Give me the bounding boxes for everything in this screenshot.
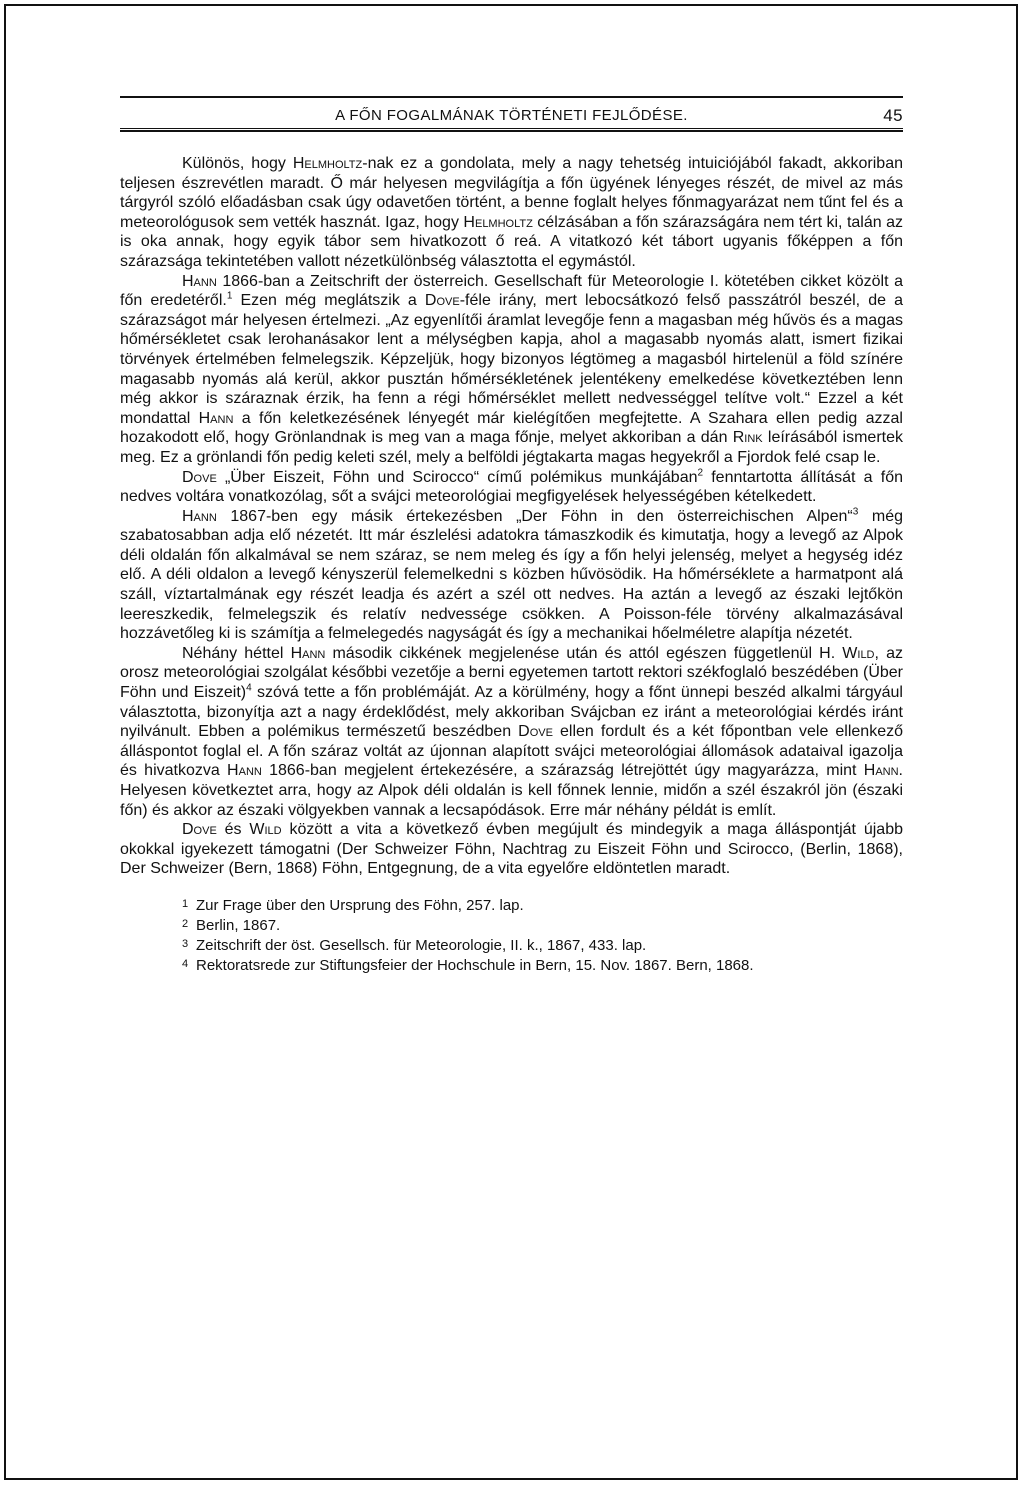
footnote-mark: 1	[182, 897, 189, 910]
footnote-text: Berlin, 1867.	[196, 916, 281, 934]
footnote-text: Zur Frage über den Ursprung des Föhn, 257. lap.	[196, 896, 524, 914]
text-run: Különös, hogy	[182, 155, 293, 172]
author-name: Dove	[182, 468, 217, 486]
text-run: Ezen még meglátszik a	[232, 292, 425, 310]
footnote-text: Zeitschrift der öst. Gesellsch. für Meteorologie, II. k., 1867, 433. lap.	[196, 936, 647, 954]
text-run: -féle irány, mert lebocsátkozó felső passzátról beszél, de a szárazságot már helyesen értelmezi. „Az egyenlítői áramlat levegője fenn a magasban még hűvös és a magas hőmérsékletet csak lerohanásakor lent a mélységben kapja, ahol a magasabb nyomás alatt, ismert fizikai törvények értelmében felmelegszik. Képzeljük, hogy bizonyos légtömeg a magasból hirtelenül a föld színére magasabb nyomás alá kerül, akkor pusztán hőmérsékletének jelentékeny emelkedése következtében lenn még akkor is száraznak érzik, ha fenn a régi hőmérséklet mellett nedvességgel telítve volt.“ Ezzel a két mondattal	[120, 292, 904, 427]
header-rule-double	[120, 128, 903, 132]
author-name: Hann	[198, 409, 234, 427]
paragraph-2	[120, 272, 903, 468]
author-name: Wild	[842, 644, 875, 662]
text-run: a főn keletkezésének lényegét már kielégítően megfejtette. A Szahara ellen pedig azzal hozakodott elő, hogy Grönlandnak is meg van a maga főnje, melyet akkoriban a dán	[120, 409, 903, 447]
text-run: fenntartotta állítását a főn nedves voltára vonatkozólag, sőt a svájci meteorológiai megfigyelések helyességében kételkedett.	[120, 468, 903, 506]
text-run: , az orosz meteorológiai szolgálat későbbi vezetője a berni egyetemen tartott rektori székfoglaló beszédében (Über Föhn und Eiszeit)	[120, 644, 903, 702]
text-run: 1866-ban a Zeitschrift der österreich. Gesellschaft für Meteorologie I. kötetében cikket közölt a főn eredetéről.	[120, 272, 903, 310]
author-name: Helmholtz	[292, 155, 363, 172]
author-name: Rink	[732, 429, 763, 447]
text-run: szóvá tette a főn problémáját. Az a körülmény, hogy a főnt ünnepi beszéd alkalmi tárgyául választotta, bizonyítja azt a nagy érdeklődést, mely akkoriban Svájcban ez iránt a meteorológiai kérdés iránt nyilvánult. Ebben a polémikus természetű beszédben	[120, 684, 903, 741]
text-run: még szabatosabban adja elő nézetét. Itt már észlelési adatokra támaszkodik és kimutatja, hogy a levegő az Alpok déli oldalán főn alkalmával se nem száraz, se nem meleg és így a főn helyi jelenség, melyet a hegység idéz elő. A déli oldalon a levegő kényszerül felemelkedni s közben hűvösödik. Ha hőmérséklete a harmatpont alá száll, víztartalmának egy részét leadja és azért a szél ott nedves. Ha aztán a levegő az északi lejtőkön leereszkedik, felmelegszik és relatív nedvessége csökken. A Poisson-féle törvény alkalmazásával hozzávetőleg ki is számítja a felmelegedés nagyságát és így a mechanikai hőelméletre alapítja nézetét.	[120, 507, 903, 643]
author-name: Helmholtz	[463, 213, 533, 231]
author-name: Dove	[182, 821, 217, 839]
text-run: leírásából ismertek meg. Ez a grönlandi főn pedig keleti szél, mely a belföldi jégtakarta magas hegyekről a Fjordok felé csap le.	[120, 429, 903, 466]
text-run: 1867-ben egy másik értekezésben „Der Föhn in den österreichischen Alpen“	[216, 507, 853, 525]
footnote-ref: 1	[226, 290, 233, 302]
footnote-ref: 2	[697, 467, 704, 479]
running-head	[120, 98, 903, 128]
text-run: és	[216, 821, 250, 839]
author-name: Hann	[290, 644, 326, 662]
footnote	[182, 895, 903, 915]
running-head-title: A FŐN FOGALMÁNAK TÖRTÉNETI FEJLŐDÉSE.	[335, 107, 688, 124]
text-run: -nak ez a gondolata, mely a nagy tehetség intuiciójából fakadt, akkoriban teljesen észrevétlen maradt. Ő már helyesen megvilágítja a főn ügyének lényeges részét, de mivel az más tárgyról szóló előadásban csak úgy odavetően történt, a benne foglalt helyes főnmagyarázat nem tűnt fel és a meteorológusok sem vették hasznát. Igaz, hogy	[120, 155, 903, 231]
text-run: Néhány héttel	[182, 644, 291, 662]
text-run: célzásában a főn szárazságára nem tért ki, talán az is oka annak, hogy egyik tábor sem hivatkozott ő reá. A vitatkozó két tábort ugyanis főképpen a főn szárazsága tekintetében vallott nézetkülönbség választotta el egymástól.	[120, 213, 903, 270]
author-name: Hann	[182, 272, 217, 290]
text-run: „Über Eiszeit, Föhn und Scirocco“ című polémikus munkájában	[216, 468, 698, 486]
paragraph-6	[120, 820, 903, 879]
footnote	[182, 935, 903, 955]
footnote-mark: 3	[182, 937, 189, 950]
author-name: Hann	[182, 507, 217, 525]
text-run: között a vita a következő évben megújult és mindegyik a maga álláspontját újabb okokkal igyekezett támogatni (Der Schweizer Föhn, Nachtrag zu Eiszeit Föhn und Scirocco, (Berlin, 1868), Der Schweizer (Bern, 1868) Föhn, Entgegnung, de a vita egyelőre eldöntetlen maradt.	[120, 821, 903, 878]
author-name: Hann	[863, 762, 899, 780]
body-text	[120, 154, 903, 879]
paragraph-4	[120, 507, 903, 644]
paragraph-5	[120, 644, 903, 820]
author-name: Dove	[518, 723, 553, 741]
text-run: második cikkének megjelenése után és attól egészen függetlenül H.	[325, 644, 843, 662]
author-name: Hann	[227, 762, 262, 780]
page	[120, 96, 903, 975]
text-run: 1866-ban megjelent értekezésére, a szárazság létrejöttét úgy magyarázza, mint	[261, 762, 864, 780]
footnote-mark: 2	[182, 917, 189, 930]
footnote-text: Rektoratsrede zur Stiftungsfeier der Hochschule in Bern, 15. Nov. 1867. Bern, 1868.	[196, 956, 754, 974]
footnotes	[120, 895, 903, 975]
text-run: . Helyesen következtet arra, hogy az Alpok déli oldalán is kell főnnek lennie, midőn a szél északról jön (északi főn) és akkor az északi völgyekben vannak a lecsapódások. Erre már néhány példát is említ.	[120, 762, 903, 819]
paragraph-1	[120, 154, 903, 272]
footnote	[182, 955, 903, 975]
page-number: 45	[883, 106, 903, 125]
text-run: ellen fordult és a két főpontban vele ellenkező álláspontot foglal el. A főn száraz voltát az újonnan alapított svájci meteorológiai állomások adataival igazolja és hivatkozva	[120, 723, 903, 780]
author-name: Wild	[249, 821, 282, 839]
footnote-ref: 4	[246, 682, 252, 694]
footnote-mark: 4	[182, 957, 189, 970]
footnote-ref: 3	[852, 506, 859, 518]
author-name: Dove	[424, 292, 460, 310]
footnote	[182, 915, 903, 935]
paragraph-3	[120, 468, 903, 507]
